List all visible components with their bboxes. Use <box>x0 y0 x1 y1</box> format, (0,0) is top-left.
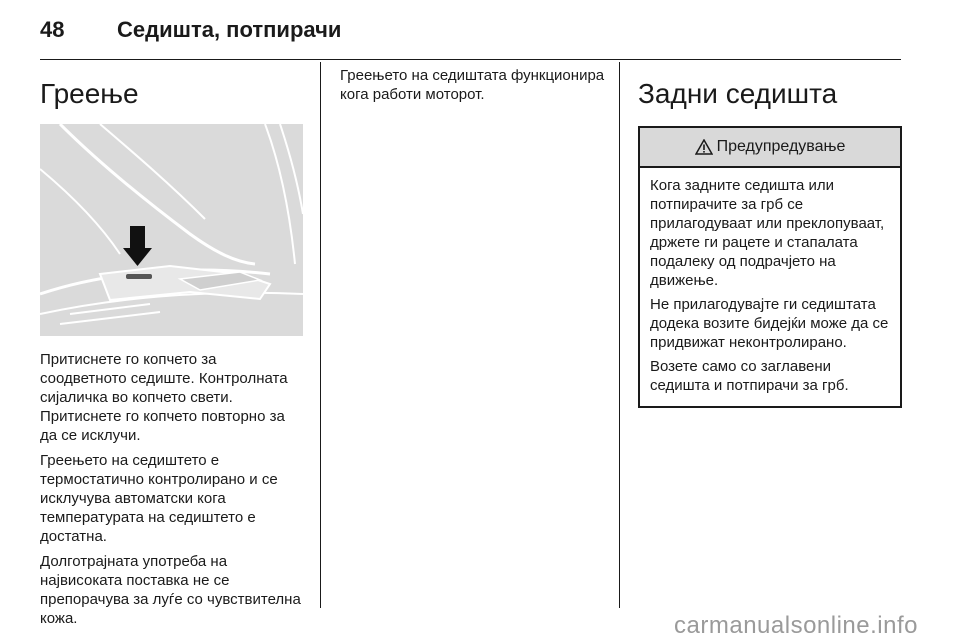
warning-title: Предупредување <box>716 138 846 155</box>
warning-header <box>640 128 900 168</box>
page-number: 48 <box>40 17 65 42</box>
column-divider-2 <box>619 62 620 608</box>
column-divider-1 <box>320 62 321 608</box>
paragraph: Греењето на седиштето е термостатично контролирано и се исклучува автоматски кога температурата на седиштето е достатна. <box>40 452 278 545</box>
warning-box <box>638 126 902 408</box>
warning-triangle-icon <box>695 139 713 155</box>
warning-paragraph: Кога задните седишта или потпирачите за грб се прилагодуваат или преклопуваат, држете ги рацете и стапалата подалеку од подрачјето на движење. <box>650 177 885 289</box>
column-1 <box>40 62 304 634</box>
running-title: Седишта, потпирачи <box>117 17 342 42</box>
column-2 <box>340 62 610 110</box>
warning-paragraph: Не прилагодувајте ги седиштата додека возите бидејќи може да се придвижат неконтролирано. <box>650 296 889 351</box>
section-heading-rear-seats: Задни седишта <box>638 78 838 109</box>
warning-body <box>640 168 900 406</box>
seat-heating-button-illustration <box>40 124 303 336</box>
paragraph: Греењето на седиштата функционира кога работи моторот. <box>340 67 605 103</box>
paragraph: Притиснете го копчето за соодветното седиште. Контролната сијаличка во копчето свети. Притиснете го копчето повторно за да се исклучи. <box>40 351 288 444</box>
section-heading-heating: Греење <box>40 78 139 109</box>
watermark: carmanualsonline.info <box>674 612 918 639</box>
heating-instructions <box>40 350 304 628</box>
header-rule <box>40 59 901 60</box>
heating-engine-note <box>340 66 610 104</box>
warning-paragraph: Возете само со заглавени седишта и потпирачи за грб. <box>650 358 849 394</box>
seat-heating-figure <box>40 124 303 336</box>
column-3 <box>638 62 902 408</box>
paragraph: Долготрајната употреба на највисоката поставка не се препорачува за луѓе со чувствителна кожа. <box>40 553 301 627</box>
